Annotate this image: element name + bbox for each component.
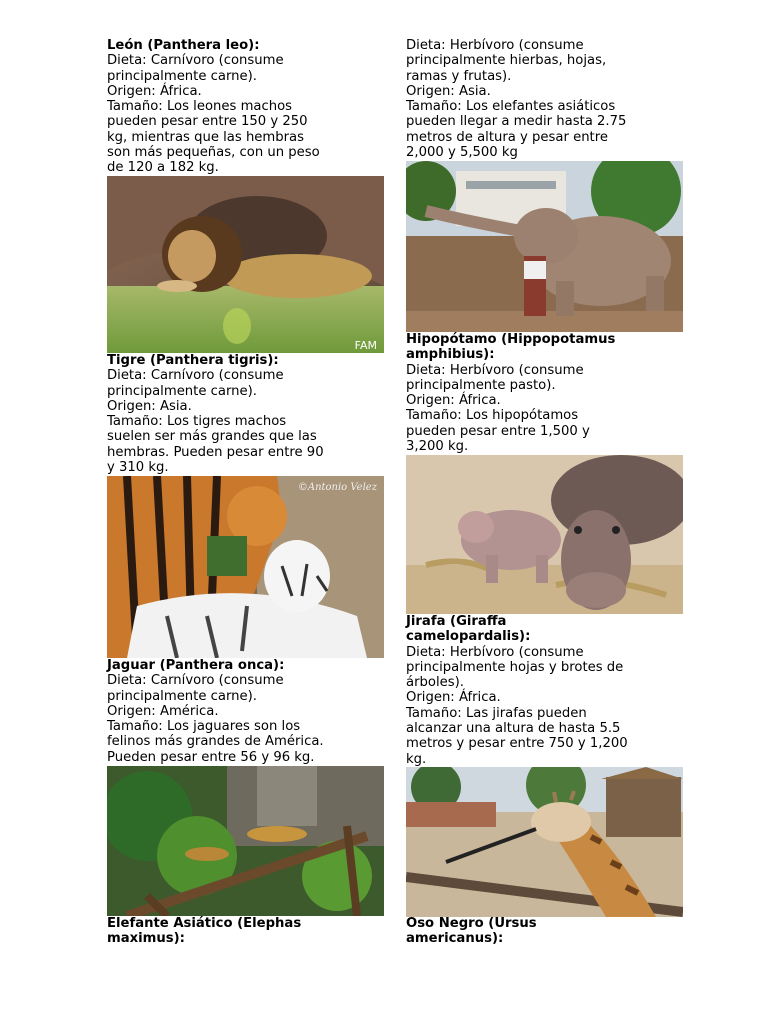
elephant-heading: Elefante Asiático (Elephas maximus): <box>107 916 302 947</box>
giraffe-heading: Jirafa (Giraffa camelopardalis): <box>406 614 531 645</box>
jaguar-text-block <box>107 658 387 765</box>
bear-heading: Oso Negro (Ursus americanus): <box>406 916 537 947</box>
lion-heading: León (Panthera leo): <box>107 38 260 53</box>
lion-photo-watermark: FAM <box>354 339 377 352</box>
jaguar-heading: Jaguar (Panthera onca): <box>107 658 285 673</box>
tiger-photo-watermark: ©Antonio Velez <box>297 482 377 493</box>
lion-photo <box>107 176 384 353</box>
bear-heading-block <box>406 916 686 947</box>
giraffe-photo <box>406 767 683 917</box>
hippo-text-block <box>406 332 686 454</box>
elephant-description: Dieta: Herbívoro (consume principalmente hierbas, hojas, ramas y frutas). Origen: Asia. Tamaño: Los elefantes asiáticos pueden llegar a medir hasta 2.75 metros de altura y pesar entre 2,000 y 5,500 kg <box>406 38 627 161</box>
hippo-heading: Hipopótamo (Hippopotamus amphibius): <box>406 332 616 363</box>
elephant-text-block <box>406 38 686 160</box>
elephant-photo <box>406 161 683 332</box>
lion-text-block <box>107 38 387 176</box>
jaguar-photo <box>107 766 384 916</box>
tiger-description: Dieta: Carnívoro (consume principalmente carne). Origen: Asia. Tamaño: Los tigres machos suelen ser más grandes que las hembras. Pueden pesar entre 90 y 310 kg. <box>107 368 324 476</box>
giraffe-text-block <box>406 614 686 767</box>
lion-description: Dieta: Carnívoro (consume principalmente carne). Origen: África. Tamaño: Los leones machos pueden pesar entre 150 y 250 kg, mientras que las hembras son más pequeñas, con un peso de 120 a 182 kg. <box>107 53 320 176</box>
elephant-heading-block <box>107 916 387 947</box>
tiger-heading: Tigre (Panthera tigris): <box>107 353 279 368</box>
jaguar-description: Dieta: Carnívoro (consume principalmente carne). Origen: América. Tamaño: Los jaguares son los felinos más grandes de América. Pueden pesar entre 56 y 96 kg. <box>107 673 324 765</box>
hippo-photo <box>406 455 683 614</box>
hippo-description: Dieta: Herbívoro (consume principalmente pasto). Origen: África. Tamaño: Los hipopótamos pueden pesar entre 1,500 y 3,200 kg. <box>406 362 590 455</box>
tiger-text-block <box>107 353 387 475</box>
tiger-photo <box>107 476 384 658</box>
giraffe-description: Dieta: Herbívoro (consume principalmente hojas y brotes de árboles). Origen: África. Tamaño: Las jirafas pueden alcanzar una altura de hasta 5.5 metros y pesar entre 750 y 1,200 kg. <box>406 644 628 767</box>
